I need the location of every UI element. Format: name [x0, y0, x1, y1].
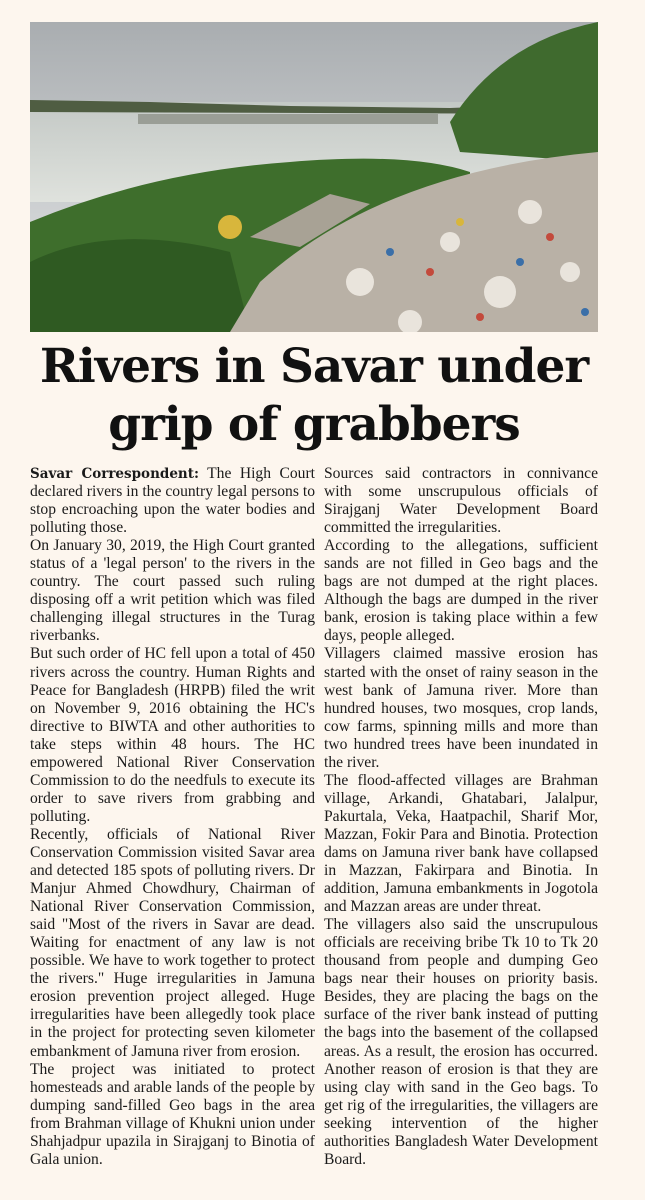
headline-line-1: Rivers in Savar under	[39, 339, 589, 394]
paragraph: Recently, officials of National River Conservation Commission visited Savar area and detected 185 spots of polluting rivers. Dr Manjur Ahmed Chowdhury, Chairman of National River Conservation Commission, said "Most of the rivers in Savar are dead. Waiting for enactment of any law is not possible. We have to work together to protect the rivers." Huge irregularities in Jamuna erosion prevention project alleged. Huge irregularities have been allegedly took place in the project for protecting seven kilometer embankment of Jamuna river from erosion.	[30, 825, 315, 1060]
paragraph: On January 30, 2019, the High Court granted status of a 'legal person' to the rivers in the country. The court passed such ruling disposing off a writ petition which was filed challenging illegal structures in the Turag riverbanks.	[30, 537, 315, 645]
article-column-left	[30, 465, 315, 1169]
river-garbage-photo-icon	[30, 22, 598, 332]
paragraph: But such order of HC fell upon a total of 450 rivers across the country. Human Rights and Peace for Bangladesh (HRPB) filed the writ on November 9, 2016 obtaining the HC's directive to BIWTA and other authorities to take steps within 48 hours. The HC empowered National River Conservation Commission to do the needfuls to execute its order to save rivers from grabbing and polluting.	[30, 645, 315, 825]
article-photo	[30, 22, 598, 332]
paragraph: The project was initiated to protect homesteads and arable lands of the people by dumping sand-filled Geo bags in the area from Brahman village of Khukni union under Shahjadpur upazila in Sirajganj to Binotia of Gala union.	[30, 1060, 315, 1168]
paragraph: Villagers claimed massive erosion has started with the onset of rainy season in the west bank of Jamuna river. More than hundred houses, two mosques, crop lands, cow farms, spinning mills and more than two hundred trees have been inundated in the river.	[324, 645, 598, 771]
paragraph: The flood-affected villages are Brahman village, Arkandi, Ghatabari, Jalalpur, Pakurtala, Veka, Haatpachil, Sharif Mor, Mazzan, Fokir Para and Binotia. Protection dams on Jamuna river bank have collapsed in Mazzan, Fakirpara and Binotia. In addition, Jamuna embankments in Jogotola and Mazzan areas are under threat.	[324, 771, 598, 916]
headline-line-2: grip of grabbers	[108, 397, 520, 452]
article-column-right	[324, 465, 598, 1169]
headline	[20, 338, 608, 454]
paragraph: The villagers also said the unscrupulous officials are receiving bribe Tk 10 to Tk 20 thousand from people and dumping Geo bags near their houses on priority basis. Besides, they are placing the bags on the surface of the river bank instead of putting the bags into the basement of the collapsed areas. As a result, the erosion has occurred. Another reason of erosion is that they are using clay with sand in the Geo bags. To get rig of the irregularities, the villagers are seeking intervention of the higher authorities Bangladesh Water Development Board.	[324, 916, 598, 1168]
paragraph: Sources said contractors in connivance with some unscrupulous officials of Sirajganj Water Development Board committed the irregularities.	[324, 465, 598, 537]
paragraph: Savar Correspondent: The High Court declared rivers in the country legal persons to stop encroaching upon the water bodies and polluting those.	[30, 465, 315, 537]
byline: Savar Correspondent:	[30, 466, 199, 482]
paragraph: According to the allegations, sufficient sands are not filled in Geo bags and the bags are not dumped at the right places. Although the bags are dumped in the river bank, erosion is taking place within a few days, people alleged.	[324, 537, 598, 645]
